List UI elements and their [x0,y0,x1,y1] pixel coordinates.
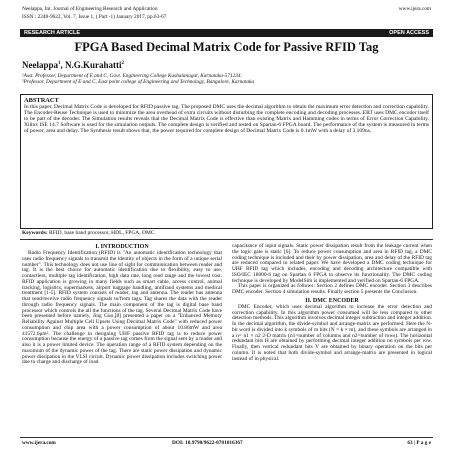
section-1-heading: I. INTRODUCTION [95,244,149,250]
banner-open-access: OPEN ACCESS [389,30,429,36]
right-paragraph-2: This paper is organized as follows: Section 2 defines DMC encoder. Section 3 describes DMC encoder. Section 4 simulation results. Finally section 5 presents the Conclusion. [232,283,432,295]
right-column [232,244,432,362]
keywords-line [22,230,431,236]
footer-website[interactable]: www.ijera.com [22,440,56,446]
author-1-sup: 1 [58,61,61,66]
affiliation-2: ²Professor, Department of E and C, East point college of Engineering and Technology, Bangalore, Karnataka [22,79,254,86]
keywords-label: Keywords: [22,230,48,236]
issn-line: ISSN : 2248-9622, Vol. 7, Issue 1, ( Part -1) January 2017, pp.63-67 [22,14,167,20]
right-paragraph-1: capacitance of input signals. Static power dissipation result from the leakage current when the logic gate is static [6]. To reduce power consumption and area in RFID tag, a DMC coding technique is included and their by power dissipation, area and delay of the RFID tag are reduced compared to related paper. We have developed a DMC coding technique for UHF RFID tag which includes, encoding and decoding architecture compatible with ISO/IEC 18000-6 tag on Spartan 6 FPGA to observe its functionality. The DMC coding technique is developed by ModelSim is implemented and verified on Spartan-6 FPGA. [232,243,432,284]
article-banner [20,29,433,37]
left-column [22,244,222,366]
divider-bottom [20,437,433,438]
affiliations [22,73,431,86]
banner-research-article: RESEARCH ARTICLE [24,30,81,36]
author-separator: , [60,60,65,70]
intro-paragraph: Radio Frequency Identification (RFID) is "An automatic identification technology that uses radio frequency signals to transmit the identity of objects in the form of a unique serial number". This technology does not use line of sight for communication between reader and tag. It is the best choice for automatic identification due to flexibility, easy to use, contactless, multiple tag identification, high data rate, long read range and the lowest cost. RFID application is growing in many fields such as smart cable, access control, animal tracking, logistics, supermarkets, airport baggage handling, antifraud systems and medical treatment [1-5]. RFID system consists of reader, tag and antenna. The reader has antenna that send/receive radio frequency signals to/from tags. Tag shares the data with the reader through radio frequency signals. The main component of the tag is digital base band processor which controls the all the functions of the tag. Several Decimal Matrix Code have been presented before namely, Jing Guo,[8] presented a paper on a "Enhanced Memory Reliability Against Multiple Cell Upsets Using Decimal Matrix Code" with reduced power consumption and chip area with a power consumption of about 10.86mW and area 41572.6μm². The challenge in designing UHF passive RFID tag is to reduce power consumption because the energy of a passive tag comes from the signal sent by a reader and also it is a power limited device. The operation range of a RFID system depending on the maximum of the dynamic power of the tag. There are static power dissipation and dynamic power dissipation in the VLSI circuit. Dynamic power dissipation includes switching power due to charge and discharge of load [22,250,222,366]
author-1: Neelappa [22,60,58,70]
dmc-paragraph: DMC Encoder, which uses decimal algorithm to increase the error detection and correction capability. In this algorithm power consumed will be less compared to other detection methods. This algorithm involves decimal integer subtraction and integer addition. In the decimal algorithm, the divide-symbol and arrange-matrix are performed. Here the N-bit word is divided into k symbols of m bits (N = k × m), and these symbols are arranged in a n= n1 × n2 2-D matrix (n1=number of columns and n2=number of rows). The horizontal redundant bits H are obtained by performing decimal integer addition on symbols per row. Finally, then vertical redundant bits V are obtained by binary operation on the bits per column. It is noted that both divide-symbol and arrange-matrix are presented in logical instead of in physical. [232,303,432,362]
author-2-sup: 2 [121,61,125,66]
affiliation-1: ¹Asst. Professor, Department of E and C, Govt. Engineering College Kushalanagar, Karnataka-571234. [22,73,242,79]
author-2: N.G.Kurahatti [65,60,122,70]
footer-doi: DOI: 10.9790/9622-0701016367 [172,440,243,446]
abstract-box [20,94,433,229]
divider-top [20,239,433,240]
journal-line: Neelappa, Int. Journal of Engineering Research and Application [22,6,158,12]
keywords-text: RFID, base band processor, HDL, FPGA, DMC [49,230,155,236]
abstract-heading: ABSTRACT [24,97,59,104]
footer-page-number: 63 | P a g e [407,440,431,446]
abstract-text: In this paper, Decimal Matrix Code is developed for RFID passive tag. The proposed DMC uses the decimal algorithm to obtain the maximum error detection and correction capability. The Encoder-Reuse Technique is used to minimize the area overhead of extra circuits without disturbing the complete encoding and decoding processes. ERT uses DMC encoder itself to be part of the decoder. The Simulation results reveals that the Decimal Matrix Code is effective than existing Matrix and Hamming codes in terms of Error Correction Capability. Xilinx ISE 14.7 Software is used for the simulation outputs. The complete design is verified and tested on Spartan-6 FPGA board. The performance of the system is measured in terms of power, area and delay. The Synthesis result shows that, the power required for complete design of Decimal Matrix Code is 0.1mW with a delay of 3.109ns. [24,104,429,135]
header-website[interactable]: www.ijera.com [398,6,431,12]
section-2-heading: II. DMC ENCODER [305,297,359,304]
author-line [22,60,124,70]
paper-title: FPGA Based Decimal Matrix Code for Passive RFID Tag [74,40,379,54]
